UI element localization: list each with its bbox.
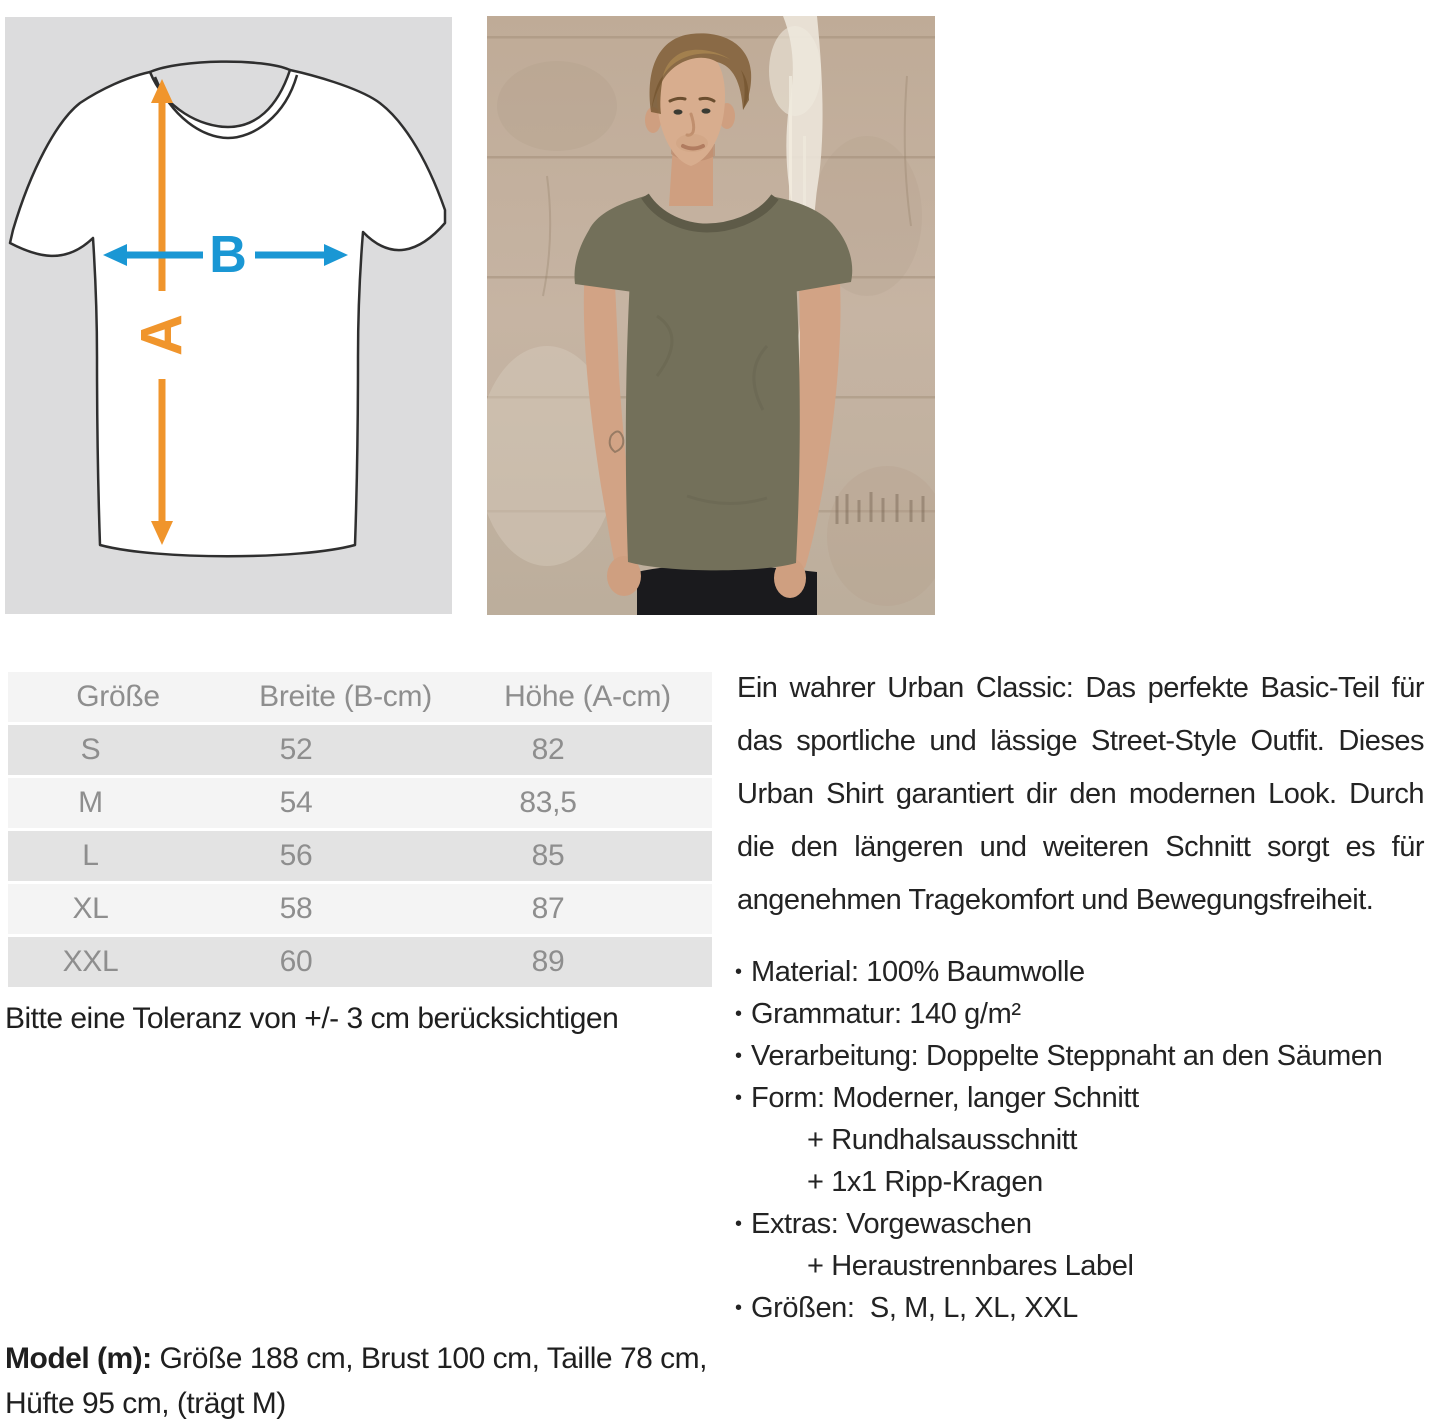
hoehe-cell: 83,5 — [463, 778, 712, 828]
product-info-column — [737, 662, 1424, 1329]
table-row-l — [8, 831, 712, 881]
size-diagram-box — [5, 17, 452, 614]
feature-rippkragen: + 1x1 Ripp-Kragen — [807, 1166, 1043, 1198]
table-row-xl — [8, 884, 712, 934]
model-photo — [487, 16, 935, 615]
model-info-label: Model (m): — [5, 1342, 152, 1375]
table-row-xxl — [8, 937, 712, 987]
feature-list — [737, 951, 1424, 1329]
size-table-header-row — [8, 672, 712, 722]
feature-material: • Material: 100% Baumwolle — [737, 951, 1424, 993]
breite-cell: 52 — [228, 725, 463, 775]
size-cell: L — [8, 831, 228, 881]
size-cell: XXL — [8, 937, 228, 987]
model-info — [5, 1336, 750, 1424]
hoehe-cell: 89 — [463, 937, 712, 987]
size-cell: M — [8, 778, 228, 828]
feature-rundhals: + Rundhalsausschnitt — [807, 1124, 1078, 1156]
col-header-hoehe: Höhe (A-cm) — [463, 672, 712, 722]
feature-form: • Form: Moderner, langer Schnitt — [737, 1077, 1424, 1119]
model-photo-scene — [487, 16, 935, 615]
hoehe-cell: 87 — [463, 884, 712, 934]
size-table — [8, 669, 712, 990]
tshirt-measurement-diagram — [5, 17, 452, 614]
feature-groessen: • Größen: S, M, L, XL, XXL — [737, 1287, 1424, 1329]
feature-extras: • Extras: Vorgewaschen — [737, 1203, 1424, 1245]
size-cell: XL — [8, 884, 228, 934]
feature-label: + Heraustrennbares Label — [807, 1250, 1134, 1282]
label-b: B — [209, 226, 247, 284]
label-a: A — [129, 314, 195, 356]
breite-cell: 54 — [228, 778, 463, 828]
hoehe-cell: 82 — [463, 725, 712, 775]
col-header-groesse: Größe — [8, 672, 228, 722]
breite-cell: 56 — [228, 831, 463, 881]
breite-cell: 58 — [228, 884, 463, 934]
product-description: Ein wahrer Urban Classic: Das perfekte Basic-Teil für das sportliche und lässige Street-Style Outfit. Dieses Urban Shirt garantiert dir den modernen Look. Durch die den längeren und weiteren Schnitt sorgt es für angenehmen Tragekomfort und Bewegungsfreiheit. — [737, 672, 1424, 916]
table-row-m — [8, 778, 712, 828]
breite-cell: 60 — [228, 937, 463, 987]
tolerance-note: Bitte eine Toleranz von +/- 3 cm berücksichtigen — [5, 1002, 619, 1035]
table-row-s — [8, 725, 712, 775]
feature-verarbeitung: • Verarbeitung: Doppelte Steppnaht an den Säumen — [737, 1035, 1424, 1077]
col-header-breite: Breite (B-cm) — [228, 672, 463, 722]
tshirt-outline — [10, 62, 445, 557]
feature-grammatur: • Grammatur: 140 g/m² — [737, 993, 1424, 1035]
size-cell: S — [8, 725, 228, 775]
model-info-details: Größe 188 cm, Brust 100 cm, Taille 78 cm, Hüfte 95 cm, (trägt M) — [5, 1342, 707, 1420]
hoehe-cell: 85 — [463, 831, 712, 881]
